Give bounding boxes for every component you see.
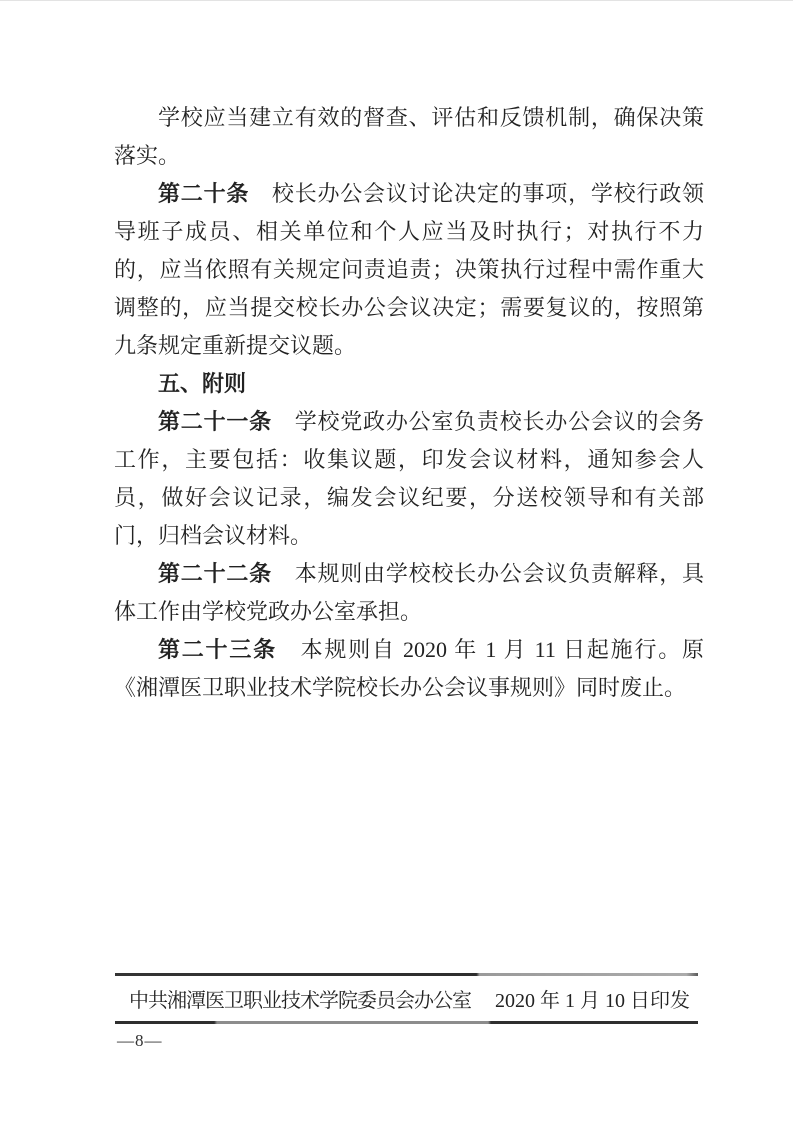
paragraph (114, 631, 704, 707)
text-run: 本规则自 2020 年 1 月 11 日起施行。原《湘潭医卫职业技术学院校长办公会议事规则》同时废止。 (114, 637, 704, 700)
text-run: 校长办公会议讨论决定的事项，学校行政领导班子成员、相关单位和个人应当及时执行；对执行不力的，应当依照有关规定问责追责；决策执行过程中需作重大调整的，应当提交校长办公会议决定；需要复议的，按照第九条规定重新提交议题。 (114, 181, 704, 358)
page-number: —8— (117, 1031, 163, 1050)
paragraph (114, 99, 704, 175)
footer-rule-bottom (115, 1021, 698, 1024)
issuing-office: 中共湘潭医卫职业技术学院委员会办公室 (129, 990, 471, 1012)
text-run: 本规则由学校校长办公会议负责解释，具体工作由学校党政办公室承担。 (114, 561, 704, 624)
paragraph (114, 555, 704, 631)
heading-run: 第二十条 (158, 181, 250, 206)
paragraph (114, 175, 704, 365)
heading-run: 第二十三条 (158, 637, 277, 662)
document-body (114, 99, 704, 707)
scan-edge-artifact (0, 0, 793, 1)
document-footer (115, 973, 698, 1024)
heading-run: 第二十一条 (158, 409, 272, 434)
print-date: 2020 年 1 月 10 日印发 (495, 990, 690, 1012)
footer-row (115, 976, 698, 1021)
text-run: 学校党政办公室负责校长办公会议的会务工作，主要包括：收集议题，印发会议材料，通知参会人员，做好会议记录，编发会议纪要，分送校领导和有关部门，归档会议材料。 (114, 409, 704, 548)
paragraph (114, 403, 704, 555)
heading-run: 五、附则 (158, 371, 247, 396)
paragraph (114, 365, 704, 403)
heading-run: 第二十二条 (158, 561, 272, 586)
text-run: 学校应当建立有效的督查、评估和反馈机制，确保决策落实。 (114, 105, 704, 168)
